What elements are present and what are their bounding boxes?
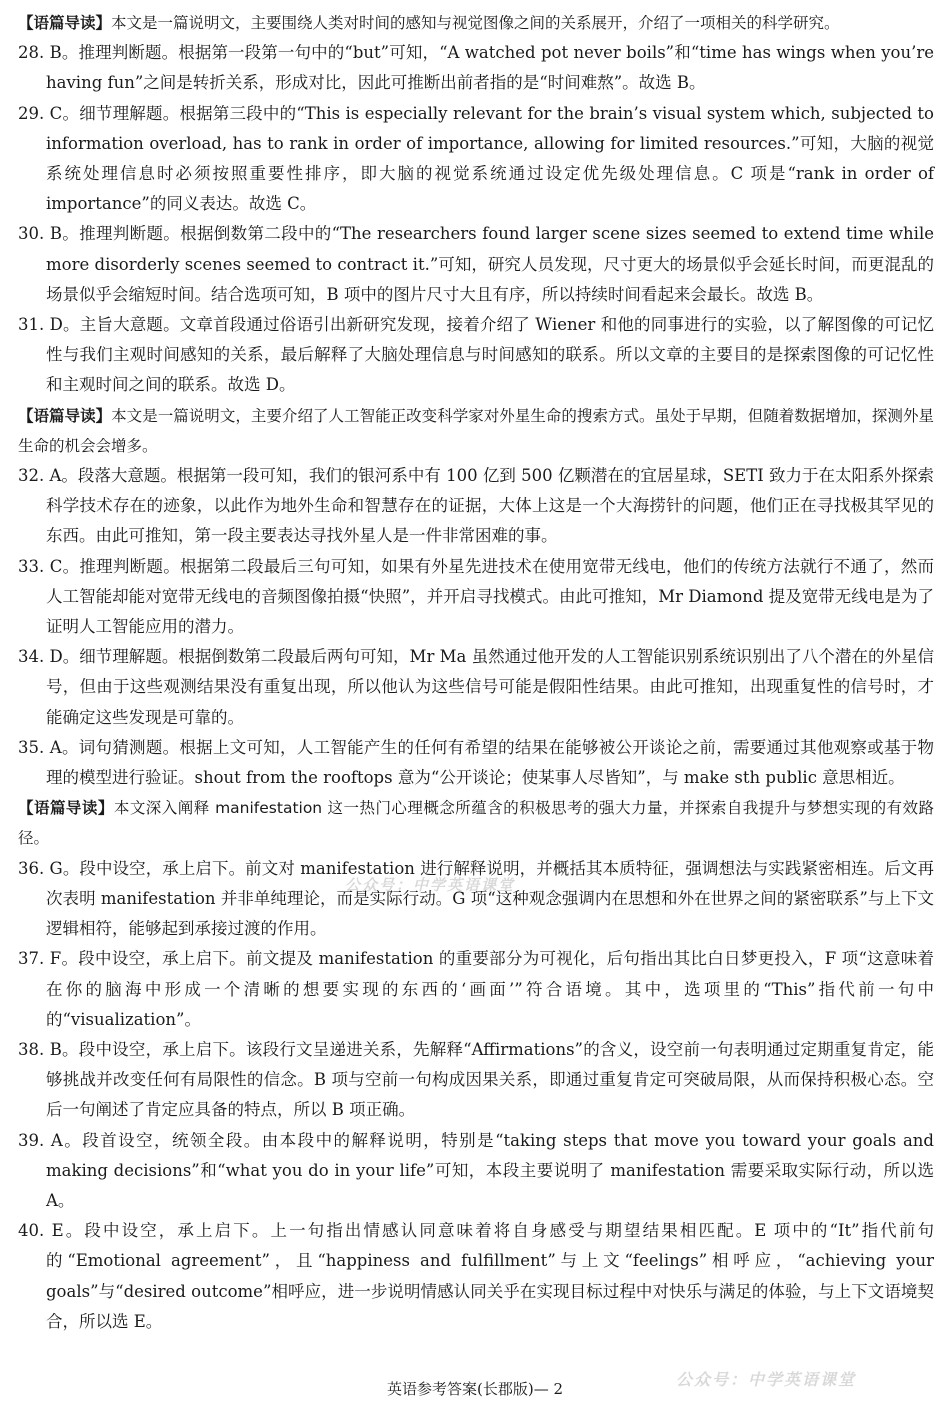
answer-28: 28. B。推理判断题。根据第一段第一句中的“but”可知，“A watched pot never boils”和“time has wings when you’re having fun”之间是转折关系，形成对比，因此可推断出前者指的是“时间难熬”。故选 B。 — [18, 43, 934, 93]
answer-page — [18, 8, 934, 1337]
guide-tag: 【语篇导读】 — [18, 406, 112, 425]
answer-39: 39. A。段首设空，统领全段。由本段中的解释说明，特别是“taking steps that move you toward your goals and making decisions”和“what you do in your life”可知，本段主要说明了 manifestation 需要采取实际行动，所以选 A。 — [18, 1130, 934, 1210]
guide-seven-choose-five — [18, 793, 934, 853]
answer-33: 33. C。推理判断题。根据第二段最后三句可知，如果有外星先进技术在使用宽带无线电，他们的传统方法就行不通了，然而人工智能却能对宽带无线电的音频图像拍摄“快照”，并开启寻找模式。由此可推知，Mr Diamond 提及宽带无线电是为了证明人工智能应用的潜力。 — [18, 556, 934, 637]
answer-29: 29. C。细节理解题。根据第三段中的“This is especially relevant for the brain’s visual system which, subjected to information overload, has to rank in order of importance, allowing for limited resources.”可知，大脑的视觉系统处理信息时必须按照重要性排序，即大脑的视觉系统通过设定优先级处理信息。C 项是“rank in order of importance”的同义表达。故选 C。 — [18, 103, 934, 214]
guide-tag: 【语篇导读】 — [18, 14, 112, 32]
answer-37: 37. F。段中设空，承上启下。前文提及 manifestation 的重要部分为可视化，后句指出其比白日梦更投入，F 项“这意味着在你的脑海中形成一个清晰的想要实现的东西的‘画面’”符合语境。其中，选项里的“This”指代前一句中的“visualization”。 — [18, 949, 934, 1029]
answer-36: 36. G。段中设空，承上启下。前文对 manifestation 进行解释说明，并概括其本质特征，强调想法与实践紧密相连。后文再次表明 manifestation 并非单纯理论，而是实际行动。G 项“这种观念强调内在思想和外在世界之间的紧密联系”与上下文逻辑相符，能够起到承接过渡的作用。 — [18, 858, 934, 939]
answer-35: 35. A。词句猜测题。根据上文可知，人工智能产生的任何有希望的结果在能够被公开谈论之前，需要通过其他观察或基于物理的模型进行验证。shout from the rooftops 意为“公开谈论；使某事人尽皆知”，与 make sth public 意思相近。 — [18, 737, 934, 788]
answer-40: 40. E。段中设空，承上启下。上一句指出情感认同意味着将自身感受与期望结果相匹配。E 项中的“It”指代前句的“Emotional agreement”，且“happiness and fulfillment”与上文“feelings”相呼应，“achieving your goals”与“desired outcome”相呼应，进一步说明情感认同关乎在实现目标过程中对快乐与满足的体验，与上下文语境契合，所以选 E。 — [18, 1221, 934, 1331]
watermark-middle: 公众号：中学英语课堂 — [345, 876, 516, 894]
guide-text: 本文深入阐释 manifestation 这一热门心理概念所蕴含的积极思考的强大力量，并探索自我提升与梦想实现的有效路径。 — [18, 799, 934, 848]
guide-passage-c — [18, 8, 934, 38]
watermark-bottom: 公众号：中学英语课堂 — [676, 1370, 857, 1389]
guide-text: 本文是一篇说明文，主要介绍了人工智能正改变科学家对外星生命的搜索方式。虽处于早期，但随着数据增加，探测外星生命的机会会增多。 — [18, 406, 934, 455]
answer-38: 38. B。段中设空，承上启下。该段行文呈递进关系，先解释“Affirmations”的含义，设空前一句表明通过定期重复肯定，能够挑战并改变任何有局限性的信念。B 项与空前一句构成因果关系，即通过重复肯定可突破局限，从而保持积极心态。空后一句阐述了肯定应具备的特点，所以 B 项正确。 — [18, 1039, 934, 1120]
page-footer: 英语参考答案(长郡版)— 2 — [386, 1380, 564, 1398]
guide-text: 本文是一篇说明文，主要围绕人类对时间的感知与视觉图像之间的关系展开，介绍了一项相关的科学研究。 — [111, 14, 840, 32]
guide-passage-d — [18, 401, 934, 461]
guide-tag: 【语篇导读】 — [18, 799, 114, 818]
answer-30: 30. B。推理判断题。根据倒数第二段中的“The researchers found larger scene sizes seemed to extend time while more disorderly scenes seemed to contract it.”可知，研究人员发现，尺寸更大的场景似乎会延长时间，而更混乱的场景似乎会缩短时间。结合选项可知，B 项中的图片尺寸大且有序，所以持续时间看起来会最长。故选 B。 — [18, 224, 934, 304]
answer-32: 32. A。段落大意题。根据第一段可知，我们的银河系中有 100 亿到 500 亿颗潜在的宜居星球，SETI 致力于在太阳系外探索科学技术存在的迹象，以此作为地外生命和智慧存在的证据，大体上这是一个大海捞针的问题，他们正在寻找极其罕见的东西。由此可推知，第一段主要表达寻找外星人是一件非常困难的事。 — [18, 466, 934, 546]
answer-34: 34. D。细节理解题。根据倒数第二段最后两句可知，Mr Ma 虽然通过他开发的人工智能识别系统识别出了八个潜在的外星信号，但由于这些观测结果没有重复出现，所以他认为这些信号可能是假阳性结果。由此可推知，出现重复性的信号时，才能确定这些发现是可靠的。 — [18, 647, 934, 727]
answer-31: 31. D。主旨大意题。文章首段通过俗语引出新研究发现，接着介绍了 Wiener 和他的同事进行的实验，以了解图像的可记忆性与我们主观时间感知的关系，最后解释了大脑处理信息与时间感知的联系。所以文章的主要目的是探索图像的可记忆性和主观时间之间的联系。故选 D。 — [18, 315, 934, 395]
